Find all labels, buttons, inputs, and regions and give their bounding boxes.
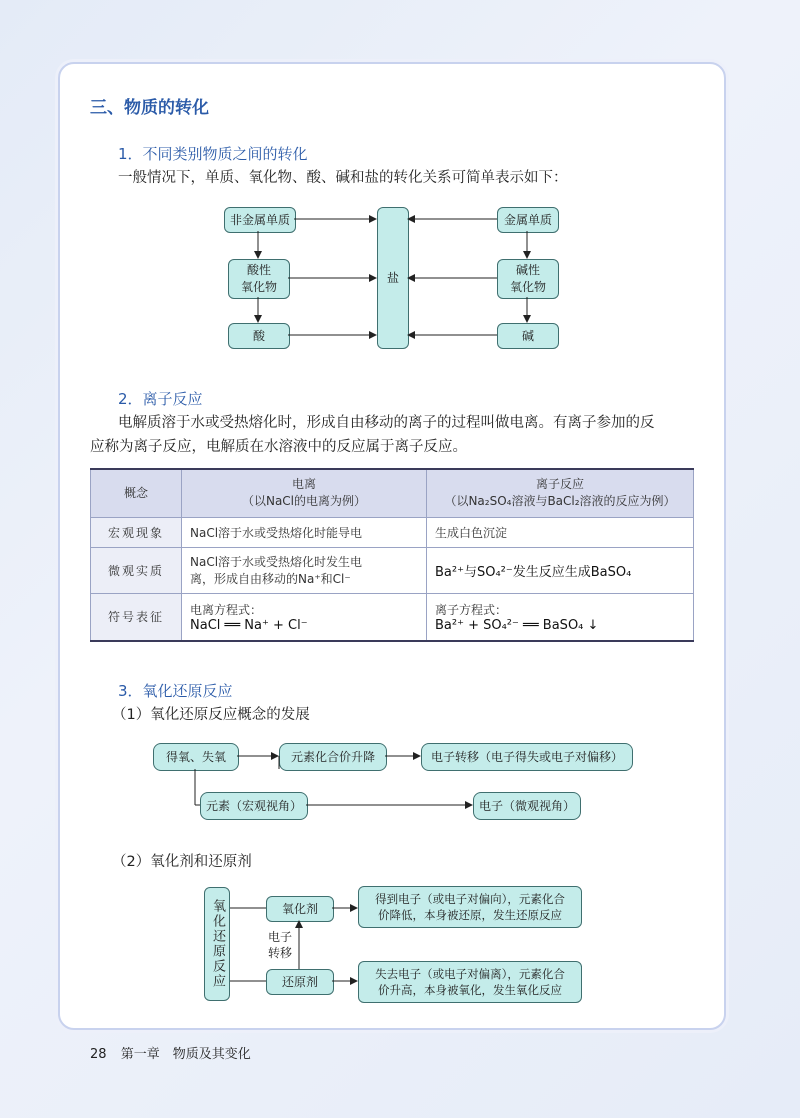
cell-micro-left — [182, 547, 427, 593]
header-ionization-note: （以NaCl的电离为例） — [241, 494, 367, 509]
reductant-desc-line2: 价升高，本身被氧化，发生氧化反应 — [378, 983, 562, 997]
table-row — [91, 547, 694, 593]
header-reaction — [427, 469, 694, 517]
header-reaction-note: （以Na₂SO₄溶液与BaCl₂溶液的反应为例） — [444, 494, 676, 509]
electron-transfer-line2: 转移 — [268, 946, 293, 960]
box-nonmetal: 非金属单质 — [224, 207, 296, 233]
subsection-2-title: 2．离子反应 — [118, 390, 203, 408]
row-label-macro: 宏观现象 — [91, 517, 182, 547]
chapter-title: 第一章 物质及其变化 — [120, 1047, 251, 1062]
cell-symbol-right-line2: Ba²⁺ + SO₄²⁻ ══ BaSO₄ ↓ — [435, 617, 599, 633]
box-gain-lose-oxygen: 得氧、失氧 — [153, 743, 239, 771]
header-reaction-title: 离子反应 — [535, 477, 584, 492]
section-title: 三、物质的转化 — [90, 98, 209, 118]
box-base: 碱 — [497, 323, 559, 349]
comparison-table — [90, 468, 694, 642]
table-row — [91, 517, 694, 547]
box-oxidant-desc — [358, 886, 582, 928]
header-concept: 概念 — [91, 469, 182, 517]
header-ionization-title: 电离 — [291, 477, 316, 492]
box-reductant: 还原剂 — [266, 969, 334, 995]
subsection-2-para-line2: 应称为离子反应，电解质在水溶液中的反应属于离子反应。 — [90, 439, 467, 455]
page-number: 28 — [90, 1047, 107, 1062]
cell-symbol-right — [427, 593, 694, 641]
box-electron-view: 电子（微观视角） — [473, 792, 581, 820]
subsection-2-para-line1: 电解质溶于水或受热熔化时，形成自由移动的离子的过程叫做电离。有离子参加的反 — [118, 415, 655, 431]
cell-macro-left: NaCl溶于水或受热熔化时能导电 — [182, 517, 427, 547]
box-oxidant: 氧化剂 — [266, 896, 334, 922]
cell-symbol-left-line2: NaCl ══ Na⁺ + Cl⁻ — [190, 617, 308, 633]
electron-transfer-label — [268, 929, 292, 961]
reductant-desc-line1: 失去电子（或电子对偏离），元素化合 — [375, 967, 565, 981]
acidic-oxide-line1: 酸性 — [246, 263, 271, 277]
cell-micro-left-line2: 离，形成自由移动的Na⁺和Cl⁻ — [190, 572, 351, 586]
oxidant-desc-line2: 价降低，本身被还原，发生还原反应 — [378, 908, 562, 922]
box-reductant-desc — [358, 961, 582, 1003]
table-header-row — [91, 469, 694, 517]
cell-macro-right: 生成白色沉淀 — [427, 517, 694, 547]
box-salt: 盐 — [377, 207, 409, 349]
cell-micro-right: Ba²⁺与SO₄²⁻发生反应生成BaSO₄ — [427, 547, 694, 593]
header-ionization — [182, 469, 427, 517]
subsection-3-part1-title: （1）氧化还原反应概念的发展 — [112, 707, 310, 723]
table-row — [91, 593, 694, 641]
page-footer — [90, 1043, 251, 1062]
subsection-1-title: 1．不同类别物质之间的转化 — [118, 145, 308, 163]
box-basic-oxide — [497, 259, 559, 299]
cell-micro-left-line1: NaCl溶于水或受热熔化时发生电 — [190, 555, 363, 569]
basic-oxide-line2: 氧化物 — [509, 280, 546, 294]
box-metal: 金属单质 — [497, 207, 559, 233]
subsection-1-intro: 一般情况下，单质、氧化物、酸、碱和盐的转化关系可简单表示如下： — [118, 170, 568, 186]
basic-oxide-line1: 碱性 — [515, 263, 540, 277]
subsection-3-title: 3．氧化还原反应 — [118, 682, 233, 700]
box-valence-change: 元素化合价升降 — [279, 743, 387, 771]
box-element-view: 元素（宏观视角） — [200, 792, 308, 820]
subsection-3-part2-title: （2）氧化剂和还原剂 — [112, 854, 252, 870]
box-redox-reaction: 氧化还原反应 — [204, 887, 230, 1001]
cell-symbol-left-line1: 电离方程式： — [190, 602, 263, 617]
box-acid: 酸 — [228, 323, 290, 349]
row-label-symbol: 符号表征 — [91, 593, 182, 641]
box-acidic-oxide — [228, 259, 290, 299]
cell-symbol-right-line1: 离子方程式： — [435, 602, 508, 617]
acidic-oxide-line2: 氧化物 — [240, 280, 277, 294]
cell-symbol-left — [182, 593, 427, 641]
oxidant-desc-line1: 得到电子（或电子对偏向），元素化合 — [375, 892, 565, 906]
box-electron-transfer: 电子转移（电子得失或电子对偏移） — [421, 743, 633, 771]
electron-transfer-line1: 电子 — [268, 930, 293, 944]
row-label-micro: 微观实质 — [91, 547, 182, 593]
